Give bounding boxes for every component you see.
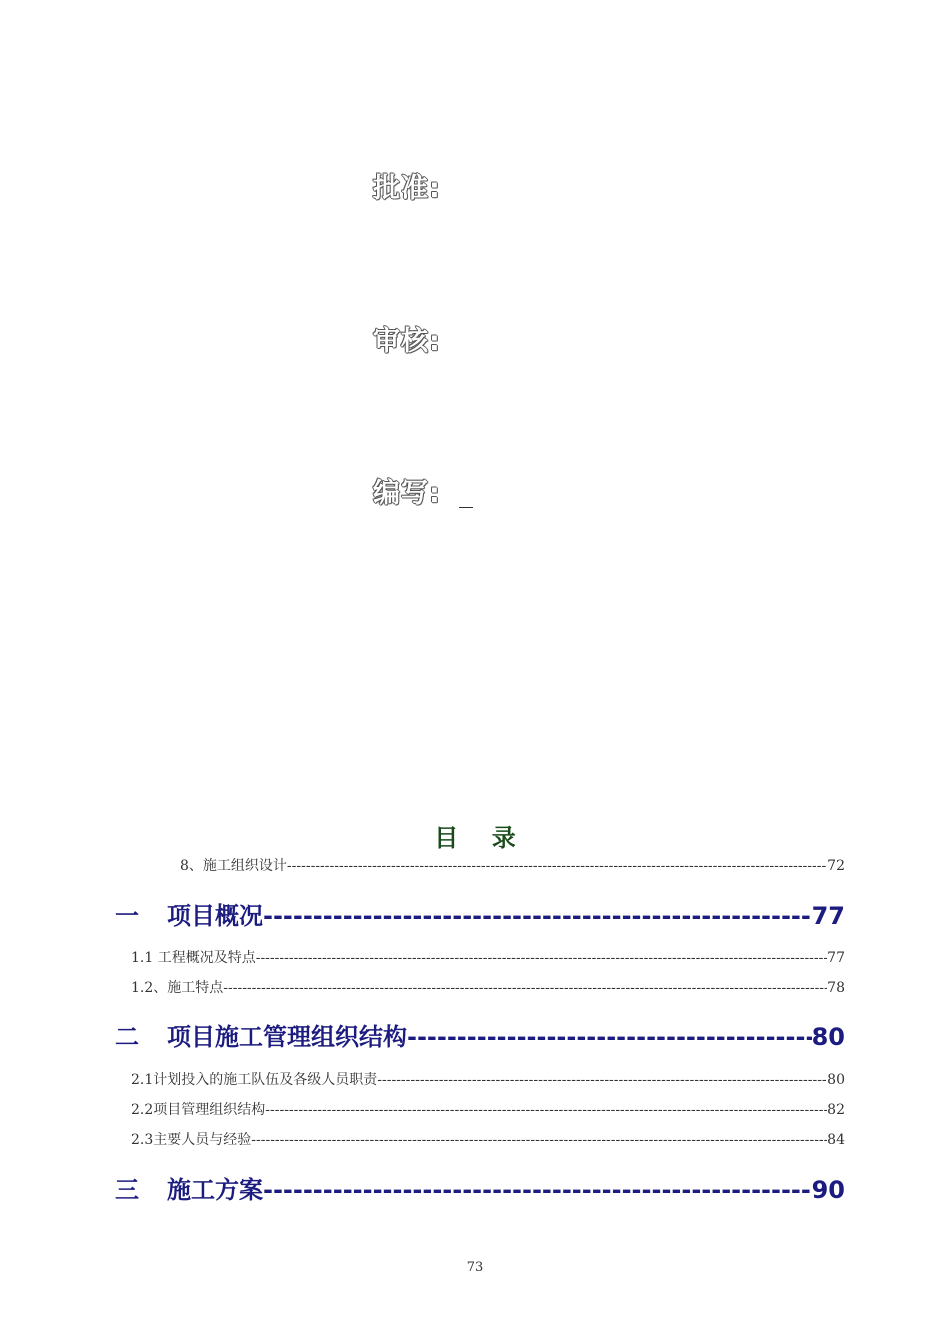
toc-chapter-title: 施工方案 [167,1176,263,1204]
toc-chapter-number: 二 [115,1023,139,1051]
toc-chapter-number: 三 [115,1176,139,1204]
toc-entry-page: 77 [827,950,845,966]
toc-entry-label: 1.2、施工特点 [131,980,224,996]
toc-chapter-title: 项目概况 [167,902,263,930]
toc-entry-page: 90 [811,1176,845,1204]
toc-entry-2-3[interactable] [131,1129,845,1149]
toc-entry-label: 8、施工组织设计 [180,858,287,874]
toc-leader [287,858,827,874]
toc-entry-label: 1.1 工程概况及特点 [131,950,256,966]
toc-leader [223,980,827,996]
toc-entry-label: 2.2项目管理组织结构 [131,1102,266,1118]
toc-leader [263,1176,812,1204]
write-label [373,471,473,510]
toc-entry-chapter-3[interactable] [115,1170,845,1205]
toc-entry-1-2[interactable] [131,977,845,997]
page-number: 73 [466,1260,484,1275]
write-blank-line [459,489,473,508]
toc-title: 目 录 [434,824,516,852]
toc-entry-page: 82 [827,1102,845,1118]
toc-entry-label: 2.3主要人员与经验 [131,1132,252,1148]
toc-entry-label [115,1170,263,1205]
toc-leader [263,902,812,930]
toc-chapter-title: 项目施工管理组织结构 [167,1023,407,1051]
toc-entry-page: 80 [827,1072,845,1088]
toc-entry-page: 72 [827,858,845,874]
toc-entry-page: 78 [827,980,845,996]
toc-entry-section-8[interactable] [180,855,845,875]
toc-leader [251,1132,827,1148]
toc-entry-1-1[interactable] [131,947,845,967]
review-label: 审核: [373,326,441,357]
toc-entry-chapter-1[interactable] [115,896,845,931]
toc-entry-2-1[interactable] [131,1069,845,1089]
toc-entry-label [115,896,263,931]
toc-entry-page: 77 [811,902,845,930]
write-label-text: 编写: [373,478,441,509]
toc-entry-label: 2.1计划投入的施工队伍及各级人员职责 [131,1072,378,1088]
approve-label: 批准: [373,173,441,204]
toc-leader [407,1023,812,1051]
toc-entry-page: 84 [827,1132,845,1148]
toc-entry-2-2[interactable] [131,1099,845,1119]
toc-entry-page: 80 [811,1023,845,1051]
toc-entry-label [115,1017,407,1052]
toc-chapter-number: 一 [115,902,139,930]
toc-leader [265,1102,827,1118]
toc-entry-chapter-2[interactable] [115,1017,845,1052]
toc-leader [377,1072,827,1088]
toc-leader [256,950,827,966]
